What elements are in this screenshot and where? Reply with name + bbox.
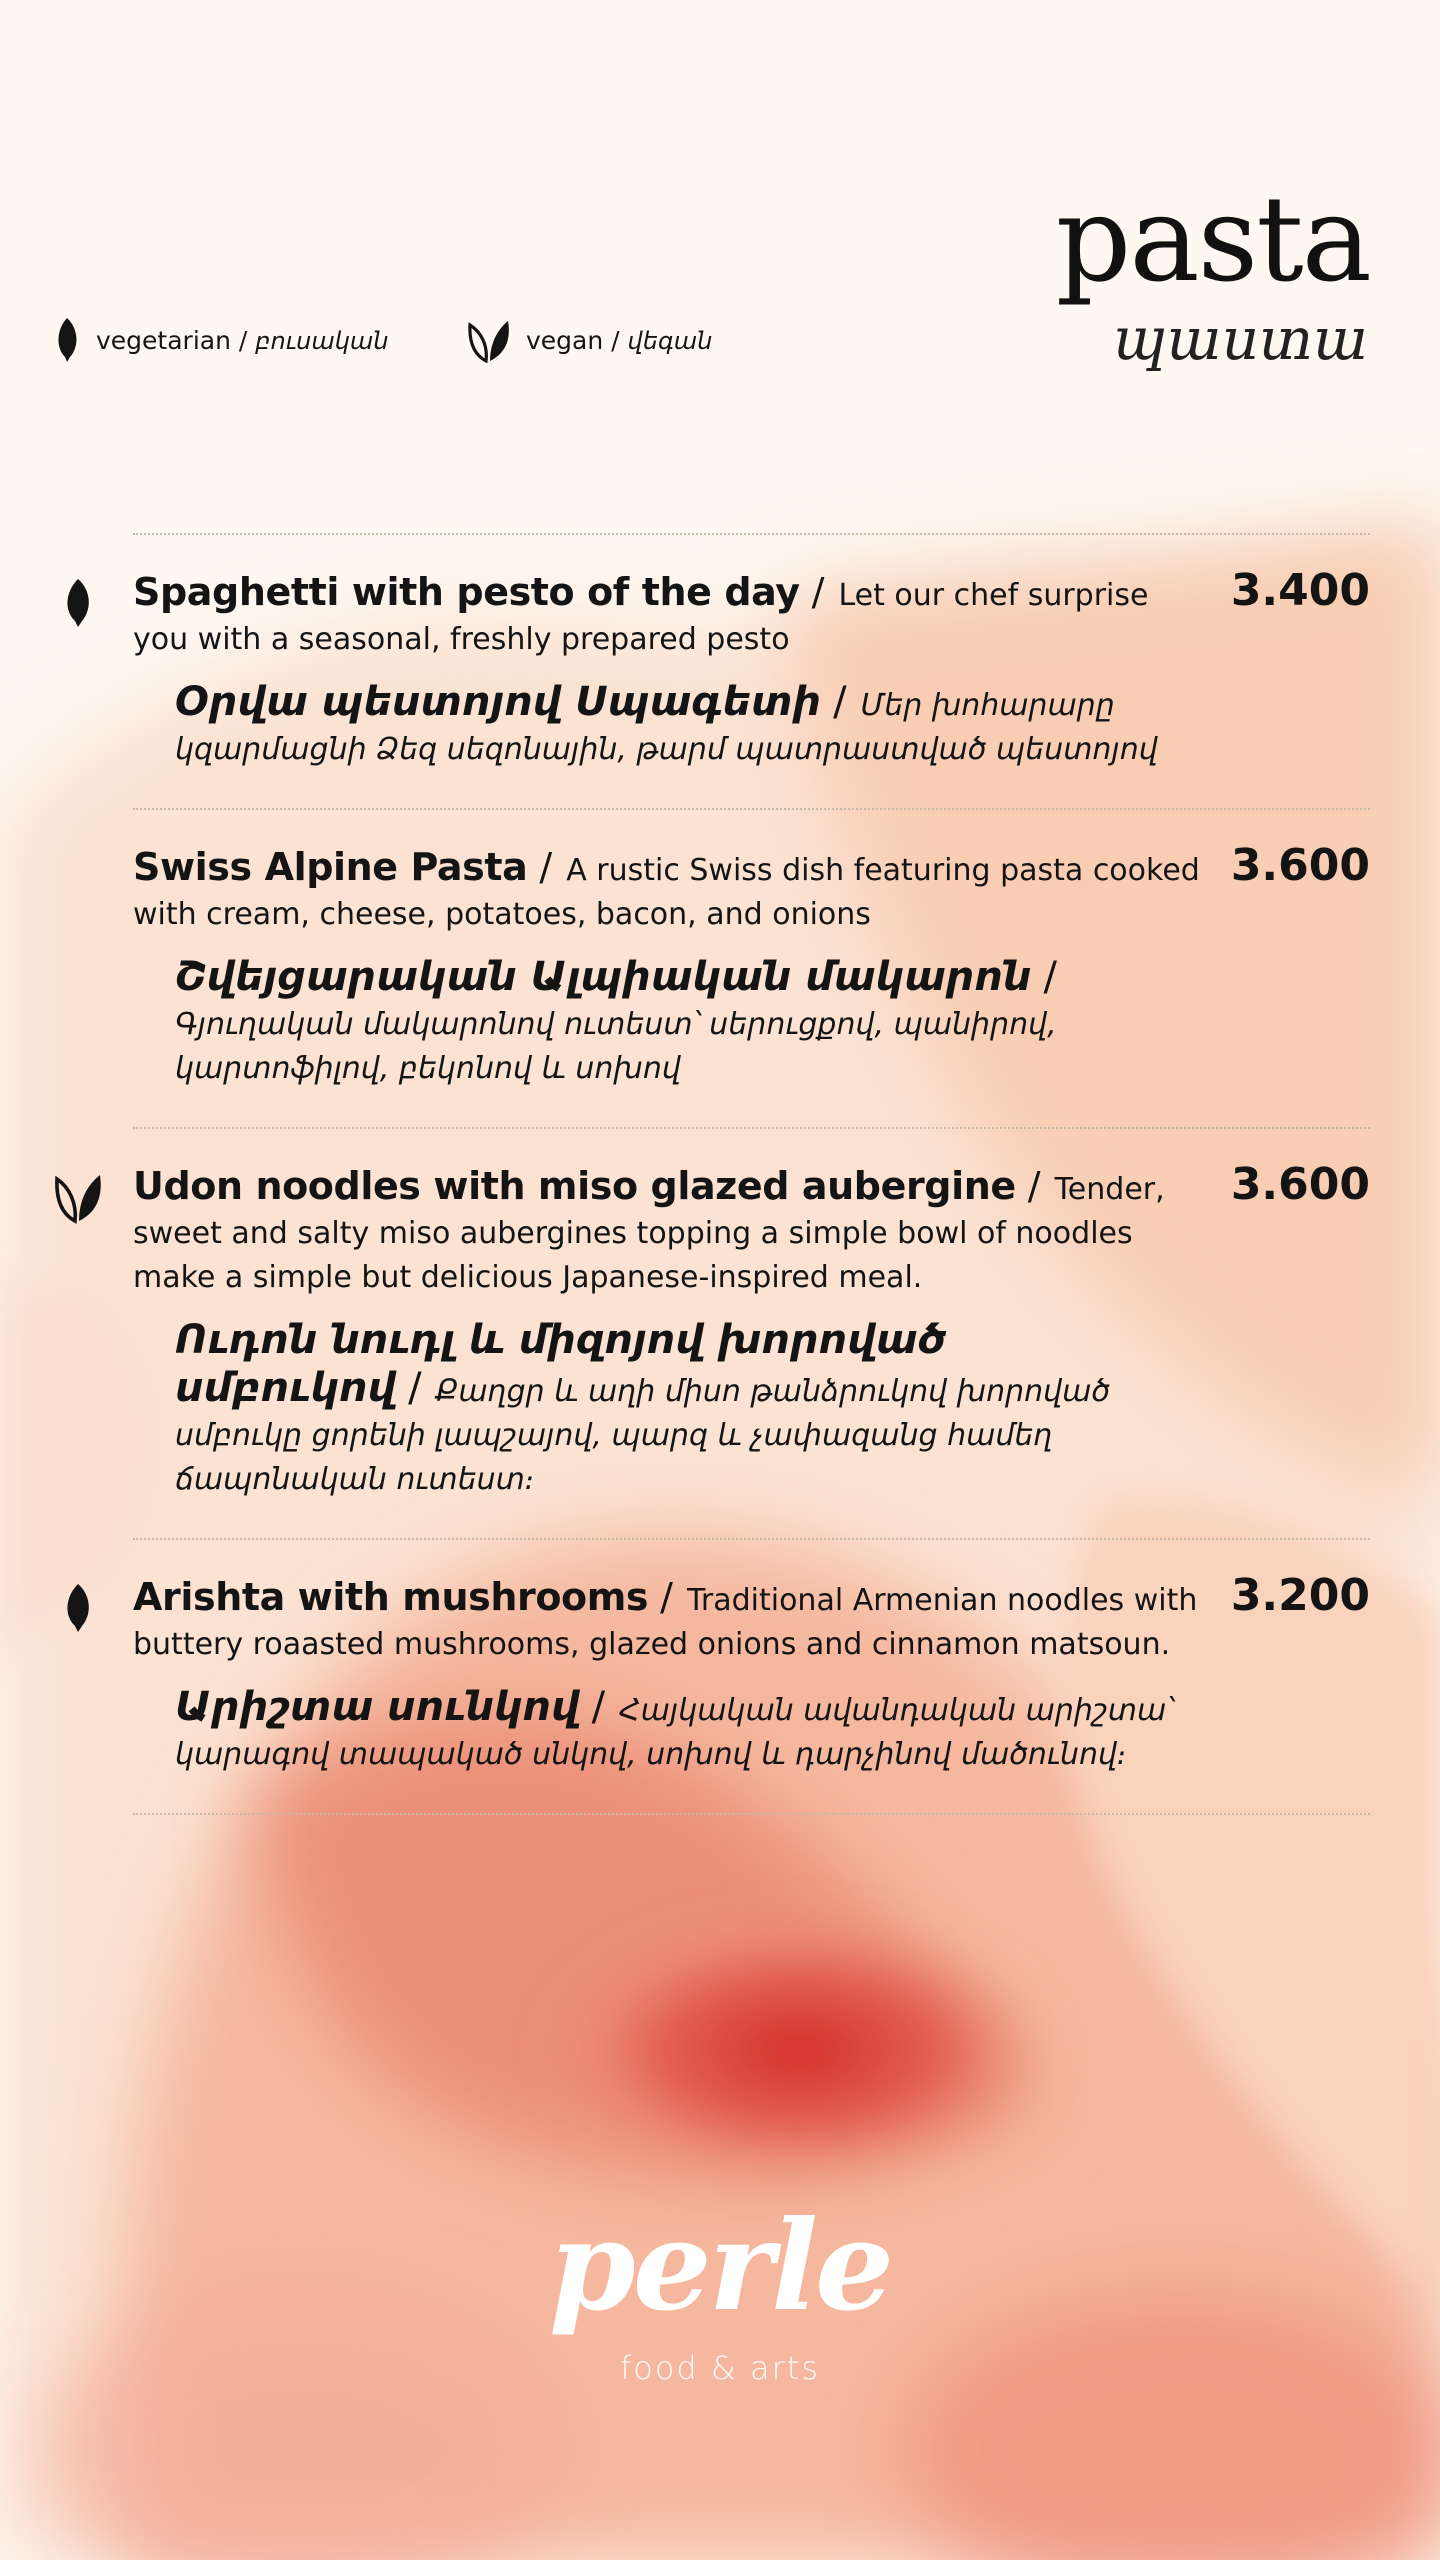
leaf-icon <box>50 575 106 631</box>
item-name-armenian: Ուդոն նուդլ և միզոյով խորոված սմբուկով <box>175 1317 946 1411</box>
item-description-armenian: Քաղցր և աղի միսո թանձրուկով խորոված սմբուկը ցորենի լապշայով, պարզ և չափազանց համեղ ճապոնական ուտեստ։ <box>175 1374 1111 1497</box>
item-price: 3.600 <box>1230 840 1370 891</box>
item-separator-armenian: / <box>591 1684 606 1730</box>
divider <box>133 1813 1370 1815</box>
item-separator: / <box>660 1575 673 1619</box>
legend-vegetarian <box>52 312 389 368</box>
item-separator: / <box>811 570 825 614</box>
logo-tagline: food & arts <box>619 2349 820 2387</box>
page-title: pasta <box>1055 170 1370 308</box>
item-name: Udon noodles with miso glazed aubergine <box>133 1164 1016 1208</box>
menu-item <box>133 810 1370 1127</box>
brand-logo <box>0 2194 1440 2387</box>
item-name-armenian: Օրվա պեստոյով Սպագետի <box>175 679 822 725</box>
item-price: 3.600 <box>1230 1159 1370 1210</box>
page-title-armenian: պաստա <box>1112 305 1368 373</box>
legend-vegan <box>466 312 712 368</box>
item-name: Spaghetti with pesto of the day <box>133 570 800 614</box>
item-name: Arishta with mushrooms <box>133 1575 649 1619</box>
item-description: Tender, sweet and salty miso aubergines topping a simple bowl of noodles make a simple but delicious Japanese-inspired meal. <box>133 1172 1165 1295</box>
item-name-armenian: Արիշտա սունկով <box>175 1684 580 1730</box>
item-description-armenian: Հայկական ավանդական արիշտա՝ կարագով տապակած սնկով, սոխով և դարչինով մածունով։ <box>175 1693 1174 1772</box>
leaf-icon <box>52 316 82 364</box>
legend-vegan-label: vegan / վեգան <box>526 325 713 355</box>
menu-list <box>133 533 1370 1815</box>
leaf-icon <box>50 1580 106 1636</box>
item-separator: / <box>1027 1164 1041 1208</box>
menu-item <box>133 535 1370 808</box>
logo-wordmark: perle <box>549 2194 891 2339</box>
item-description: A rustic Swiss dish featuring pasta cooked with cream, cheese, potatoes, bacon, and onions <box>133 853 1200 932</box>
item-separator-armenian: / <box>1043 954 1057 1000</box>
item-separator-armenian: / <box>833 679 847 725</box>
item-description: Let our chef surprise you with a seasonal, freshly prepared pesto <box>133 578 1149 657</box>
menu-item <box>133 1540 1370 1813</box>
item-separator-armenian: / <box>408 1365 422 1411</box>
item-price: 3.200 <box>1230 1570 1370 1621</box>
item-description-armenian: Մեր խոհարարը կզարմացնի Ձեզ սեզոնային, թարմ պատրաստված պեստոյով <box>175 688 1158 767</box>
item-price: 3.400 <box>1230 565 1370 616</box>
item-name: Swiss Alpine Pasta <box>133 845 528 889</box>
item-separator: / <box>539 845 553 889</box>
item-description-armenian: Գյուղական մակարոնով ուտեստ՝ սերուցքով, պանիրով, կարտոֆիլով, բեկոնով և սոխով <box>175 1007 1057 1086</box>
item-name-armenian: Շվեյցարական Ալպիական մակարոն <box>175 954 1032 1000</box>
menu-item <box>133 1129 1370 1538</box>
legend-vegetarian-label: vegetarian / բուսական <box>96 325 389 355</box>
double-leaf-icon <box>466 317 512 363</box>
item-description: Traditional Armenian noodles with buttery roaasted mushrooms, glazed onions and cinnamon matsoun. <box>133 1583 1198 1662</box>
double-leaf-icon <box>50 1169 106 1225</box>
